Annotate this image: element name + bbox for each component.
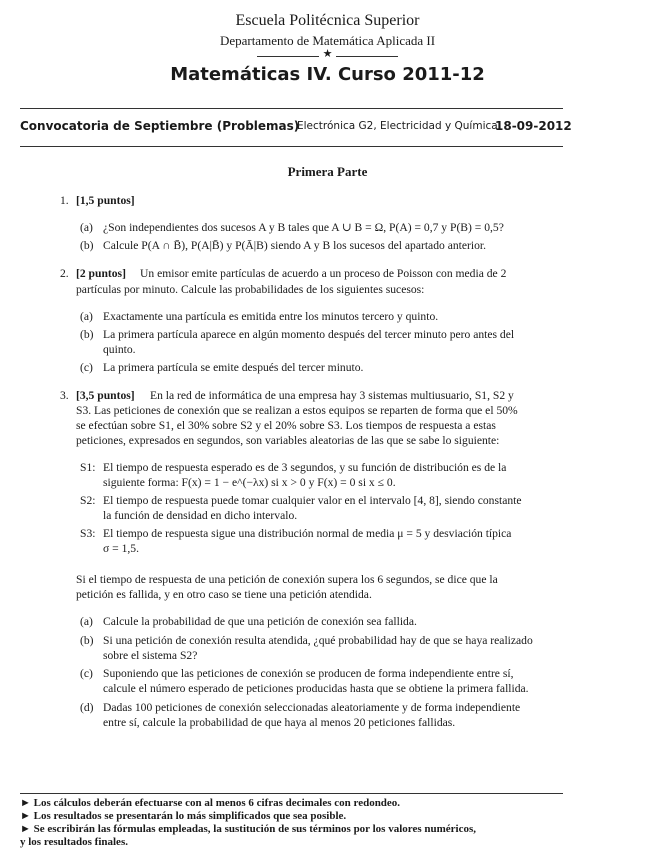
divider-bottom xyxy=(20,146,563,147)
s2-text-line1: El tiempo de respuesta puede tomar cualquier valor en el intervalo [4, 8], siendo constante xyxy=(103,494,522,507)
part-title: Primera Parte xyxy=(287,164,368,179)
q3c-label: (c) xyxy=(80,667,93,680)
q2c-text: La primera partícula se emite después del tercer minuto. xyxy=(103,361,364,374)
star-icon: ★ xyxy=(322,47,333,60)
q2a-text: Exactamente una partícula es emitida entre los minutos tercero y quinto. xyxy=(103,310,439,323)
q3d-text-line2: entre sí, calcule la probabilidad de que haya al menos 20 peticiones fallidas. xyxy=(103,716,456,729)
q2b-label: (b) xyxy=(80,328,94,341)
q3c-text-line2: calcule el número esperado de peticiones producidas hasta que se obtiene la primera fallida. xyxy=(103,682,529,695)
s1-text-line1: El tiempo de respuesta esperado es de 3 segundos, y su función de distribución es de la xyxy=(103,461,507,474)
s3-label: S3: xyxy=(80,527,96,540)
course-title: Matemáticas IV. Curso 2011-12 xyxy=(170,64,485,85)
footer-note-1: ► Los cálculos deberán efectuarse con al menos 6 cifras decimales con redondeo. xyxy=(20,797,401,809)
q3-intro-line4: peticiones, expresados en segundos, son variables aleatorias de las que se sabe lo siguiente: xyxy=(76,434,500,447)
q1a-text: ¿Son independientes dos sucesos A y B tales que A ∪ B = Ω, P(A) = 0,7 y P(B) = 0,5? xyxy=(103,221,504,234)
q2b-text-line1: La primera partícula aparece en algún momento después del tercer minuto pero antes del xyxy=(103,328,515,341)
footer-note-2: ► Los resultados se presentarán lo más simplificados que sea posible. xyxy=(20,810,347,822)
q3d-label: (d) xyxy=(80,701,94,714)
bullet-icon: ► xyxy=(20,810,31,822)
q3-points: [3,5 puntos] xyxy=(76,389,135,402)
q3a-label: (a) xyxy=(80,615,93,628)
footer-note-3-cont: y los resultados finales. xyxy=(20,836,128,848)
s1-label: S1: xyxy=(80,461,96,474)
q3b-text-line1: Si una petición de conexión resulta atendida, ¿qué probabilidad hay de que se haya realizado xyxy=(103,634,533,647)
footer-note-3: ► Se escribirán las fórmulas empleadas, la sustitución de sus términos por los valores numéricos, xyxy=(20,823,476,835)
q2-number: 2. xyxy=(60,267,69,280)
q3-intro-line2: S3. Las peticiones de conexión que se realizan a estos equipos se reparten de forma que el 50% xyxy=(76,404,518,417)
s1-text-line2: siguiente forma: F(x) = 1 − e^(−λx) si x > 0 y F(x) = 0 si x ≤ 0. xyxy=(103,476,396,489)
footer-divider xyxy=(20,793,563,794)
department-name: Departamento de Matemática Aplicada II xyxy=(219,33,436,48)
q2-intro-line2: partículas por minuto. Calcule las probabilidades de los siguientes sucesos: xyxy=(76,283,425,296)
q1b-label: (b) xyxy=(80,239,94,252)
q1-points: [1,5 puntos] xyxy=(76,194,135,207)
s2-text-line2: la función de densidad en dicho intervalo. xyxy=(103,509,298,522)
bullet-icon: ► xyxy=(20,797,31,809)
s2-label: S2: xyxy=(80,494,96,507)
q3a-text: Calcule la probabilidad de que una petición de conexión sea fallida. xyxy=(103,615,417,628)
q3-mid-line2: petición es fallida, y en otro caso se tiene una petición atendida. xyxy=(76,588,372,601)
s3-text-line2: σ = 1,5. xyxy=(103,542,139,555)
q3c-text-line1: Suponiendo que las peticiones de conexión se producen de forma independiente entre sí, xyxy=(103,667,514,680)
q3d-text-line1: Dadas 100 peticiones de conexión seleccionadas aleatoriamente y de forma independiente xyxy=(103,701,521,714)
q3-intro-line3: se efectúan sobre S1, el 30% sobre S2 y el 20% sobre S3. Los tiempos de respuesta a estas xyxy=(76,419,496,432)
bullet-icon: ► xyxy=(20,823,31,835)
q2a-label: (a) xyxy=(80,310,93,323)
q1b-text: Calcule P(A ∩ B̄), P(A|B̄) y P(Ā|B) siendo A y B los sucesos del apartado anterior. xyxy=(103,239,487,252)
q3-mid-line1: Si el tiempo de respuesta de una petición de conexión supera los 6 segundos, se dice que la xyxy=(76,573,498,586)
q3b-text-line2: sobre el sistema S2? xyxy=(103,649,198,662)
q3-intro-line1: En la red de informática de una empresa hay 3 sistemas multiusuario, S1, S2 y xyxy=(150,389,514,402)
q2c-label: (c) xyxy=(80,361,93,374)
q2-intro-line1: Un emisor emite partículas de acuerdo a un proceso de Poisson con media de 2 xyxy=(140,267,507,280)
exam-session: Convocatoria de Septiembre (Problemas) xyxy=(20,119,300,133)
exam-date: 18-09-2012 xyxy=(495,119,572,133)
q1a-label: (a) xyxy=(80,221,93,234)
school-name: Escuela Politécnica Superior xyxy=(235,12,420,29)
s3-text-line1: El tiempo de respuesta sigue una distribución normal de media μ = 5 y desviación típica xyxy=(103,527,512,540)
header-rule-right xyxy=(336,56,398,57)
q2-points: [2 puntos] xyxy=(76,267,126,280)
q2b-text-line2: quinto. xyxy=(103,343,136,356)
q3b-label: (b) xyxy=(80,634,94,647)
q1-number: 1. xyxy=(60,194,69,207)
q3-number: 3. xyxy=(60,389,69,402)
divider-top xyxy=(20,108,563,109)
degree-list: Electrónica G2, Electricidad y Química xyxy=(297,120,498,132)
